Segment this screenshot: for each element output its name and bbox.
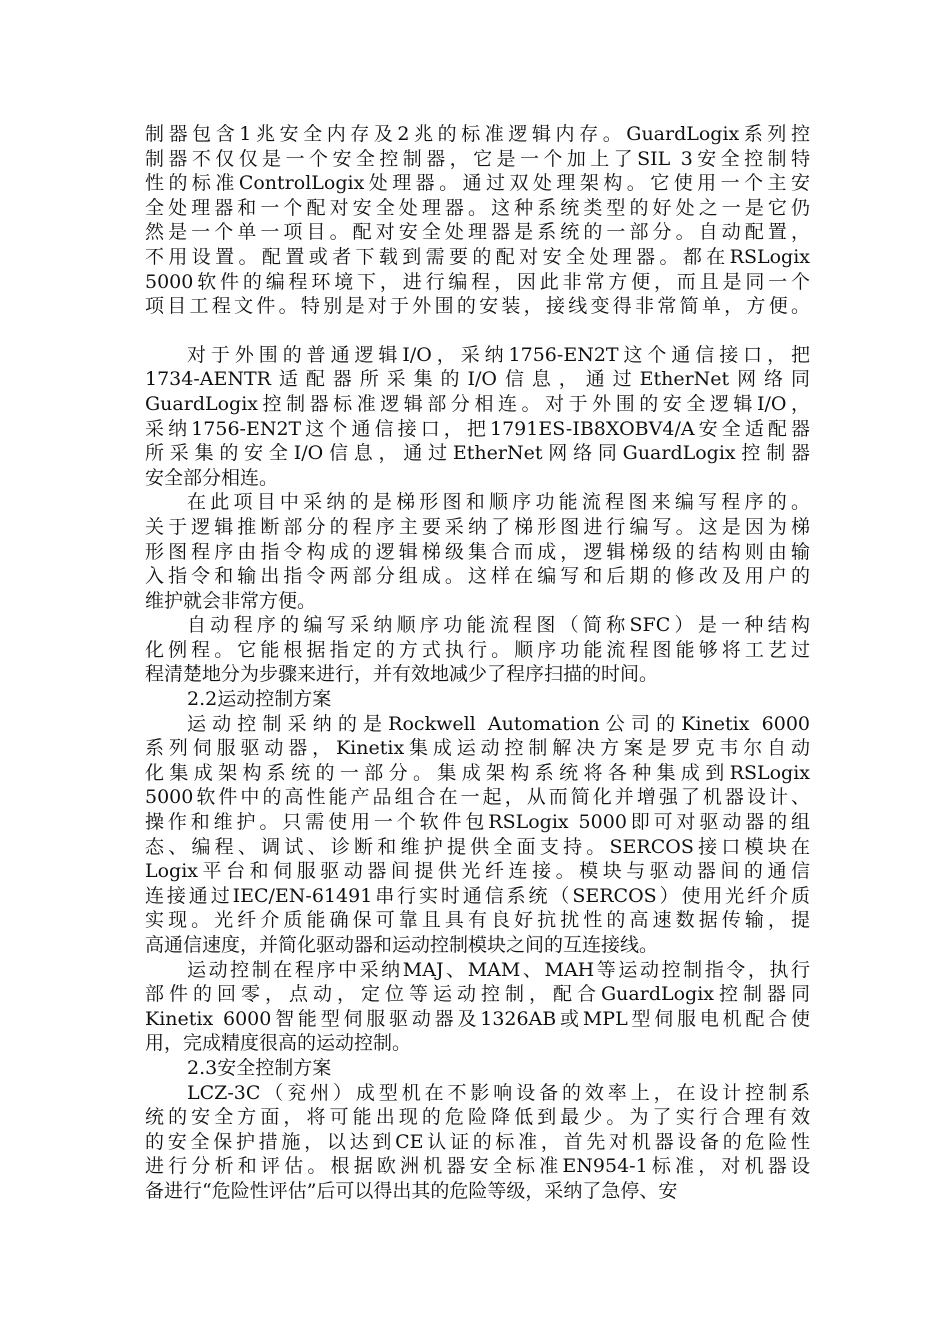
text-line: 的安全保护措施，以达到CE认证的标准，首先对机器设备的危险性 [145, 1130, 810, 1153]
text-line: 化例程。它能根据指定的方式执行。顺序功能流程图能够将工艺过 [145, 638, 810, 661]
text-line: 程清楚地分为步骤来进行，并有效地减少了程序扫描的时间。 [145, 663, 659, 686]
text-line: 进行分析和评估。根据欧洲机器安全标准EN954-1标准，对机器设 [145, 1155, 810, 1178]
text-line: 在此项目中采纳的是梯形图和顺序功能流程图来编写程序的。 [187, 491, 810, 514]
text-line: 制器包含1兆安全内存及2兆的标准逻辑内存。GuardLogix系列控 [145, 123, 810, 145]
paragraph [145, 958, 810, 1056]
text-line: GuardLogix控制器标准逻辑部分相连。对于外围的安全逻辑I/O， [145, 392, 810, 415]
paragraph [145, 490, 810, 613]
paragraph-gap [145, 319, 810, 343]
text-line: 化集成架构系统的一部分。集成架构系统将各种集成到RSLogix [145, 761, 810, 784]
text-line: 对于外围的普通逻辑I/O，采纳1756-EN2T这个通信接口，把 [187, 343, 810, 366]
text-line: 部件的回零，点动，定位等运动控制，配合GuardLogix控制器同 [145, 983, 810, 1006]
text-line: 备进行“危险性评估”后可以得出其的危险等级，采纳了急停、安 [145, 1179, 678, 1202]
text-line: 关于逻辑推断部分的程序主要采纳了梯形图进行编写。这是因为梯 [145, 515, 810, 538]
document-body [145, 122, 810, 1204]
text-line: 自动程序的编写采纳顺序功能流程图（简称SFC）是一种结构 [187, 614, 810, 637]
text-line: 运动控制在程序中采纳MAJ、MAM、MAH等运动控制指令，执行 [187, 958, 810, 981]
text-line: 形图程序由指令构成的逻辑梯级集合而成，逻辑梯级的结构则由输 [145, 540, 810, 563]
text-line: 连接通过IEC/EN-61491串行实时通信系统（SERCOS）使用光纤介质 [145, 884, 810, 907]
text-line: 1734-AENTR适配器所采集的I/O信息，通过EtherNet网络同 [145, 368, 810, 391]
paragraph [145, 122, 810, 319]
text-line: 系列伺服驱动器，Kinetix集成运动控制解决方案是罗克韦尔自动 [145, 737, 810, 760]
text-line: 态、编程、调试、诊断和维护提供全面支持。SERCOS接口模块在 [145, 835, 810, 858]
text-line: 统的安全方面，将可能出现的危险降低到最少。为了实行合理有效 [145, 1106, 810, 1129]
text-line: 不用设置。配置或者下载到需要的配对安全处理器。都在RSLogix [145, 245, 810, 268]
text-line: 制器不仅仅是一个安全控制器，它是一个加上了SIL 3安全控制特 [145, 147, 810, 170]
text-line: Kinetix 6000智能型伺服驱动器及1326AB或MPL型伺服电机配合使 [145, 1007, 810, 1030]
text-line: 操作和维护。只需使用一个软件包RSLogix 5000即可对驱动器的组 [145, 811, 810, 834]
text-line: LCZ-3C（兖州）成型机在不影响设备的效率上，在设计控制系 [187, 1081, 810, 1104]
text-line: 安全部分相连。 [145, 466, 279, 489]
paragraph [145, 1081, 810, 1204]
text-line: 入指令和输出指令两部分组成。这样在编写和后期的修改及用户的 [145, 565, 810, 588]
text-line: 运动控制采纳的是Rockwell Automation公司的Kinetix 6000 [187, 712, 810, 735]
paragraph [145, 613, 810, 687]
text-line: 然是一个单一项目。配对安全处理器是系统的一部分。自动配置， [145, 221, 810, 244]
text-line: 实现。光纤介质能确保可靠且具有良好抗扰性的高速数据传输，提 [145, 909, 810, 932]
section-heading [145, 687, 810, 712]
text-line: 5000软件的编程环境下，进行编程，因此非常方便，而且是同一个 [145, 270, 810, 293]
text-line: 项目工程文件。特别是对于外围的安装，接线变得非常简单，方便。 [145, 295, 810, 318]
section-heading [145, 1056, 810, 1081]
text-line: 维护就会非常方便。 [145, 589, 317, 612]
text-line: 5000软件中的高性能产品组合在一起，从而简化并增强了机器设计、 [145, 786, 810, 809]
text-line: 2.2运动控制方案 [187, 688, 332, 711]
text-line: 全处理器和一个配对安全处理器。这种系统类型的好处之一是它仍 [145, 196, 810, 219]
text-line: 采纳1756-EN2T这个通信接口，把1791ES-IB8XOBV4/A安全适配器 [145, 417, 810, 440]
text-line: 用，完成精度很高的运动控制。 [145, 1032, 412, 1055]
text-line: Logix平台和伺服驱动器间提供光纤连接。模块与驱动器间的通信 [145, 860, 810, 883]
text-line: 性的标准ControlLogix处理器。通过双处理架构。它使用一个主安 [145, 172, 810, 195]
paragraph [145, 712, 810, 958]
text-line: 高通信速度，并简化驱动器和运动控制模块之间的互连接线。 [145, 934, 659, 956]
paragraph [145, 343, 810, 491]
text-line: 2.3安全控制方案 [187, 1056, 332, 1079]
text-line: 所采集的安全I/O信息，通过EtherNet网络同GuardLogix控制器 [145, 442, 810, 465]
